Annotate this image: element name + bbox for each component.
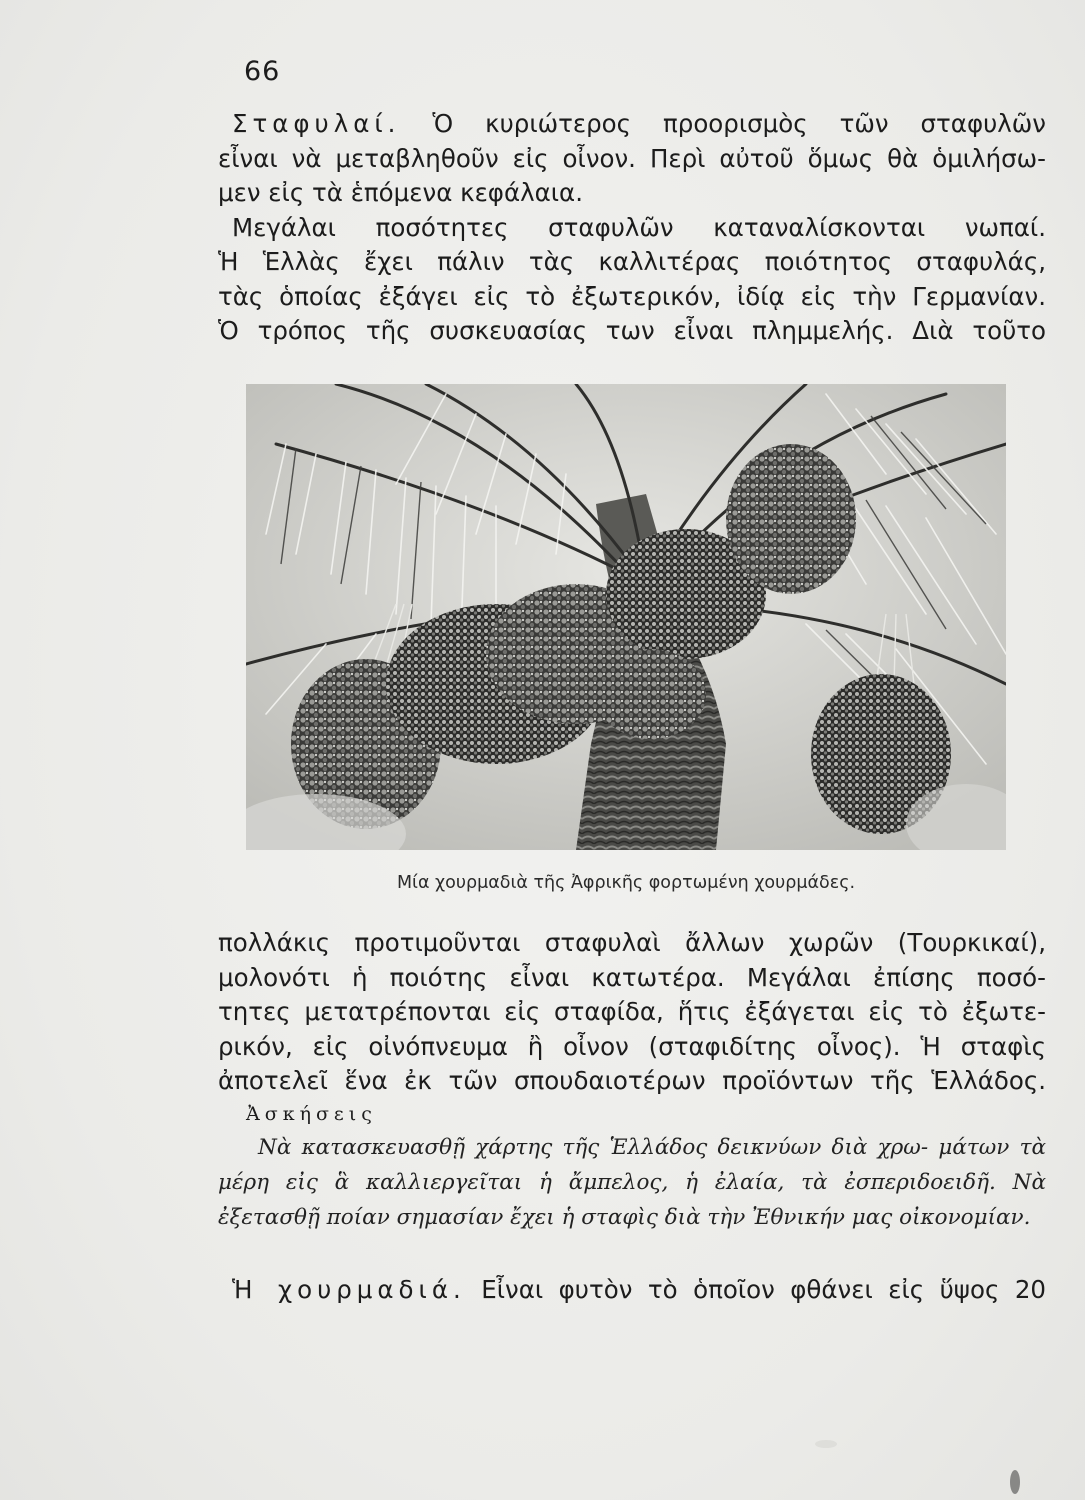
text-line: Εἶναι φυτὸν τὸ ὁποῖον φθάνει εἰς ὕψος 20 xyxy=(481,1275,1046,1304)
text-line: Ὁ τρόπος τῆς συσκευασίας των εἶναι πλημμελής. Διὰ τοῦτο xyxy=(218,316,1046,345)
date-palm-photo xyxy=(246,384,1006,850)
text-line: ἀποτελεῖ ἕνα ἐκ τῶν σπουδαιοτέρων προϊόντων τῆς Ἑλλάδος. xyxy=(218,1066,1046,1095)
paragraph-grapes-continued xyxy=(218,926,1046,1099)
text-line: εἶναι νὰ μεταβληθοῦν εἰς οἶνον. Περὶ αὐτοῦ ὅμως θὰ ὁμιλήσω- xyxy=(218,143,1046,173)
text-line: μεν εἰς τὰ ἑπόμενα κεφάλαια. xyxy=(218,178,583,207)
text-line: τητες μετατρέπονται εἰς σταφίδα, ἥτις ἐξάγεται εἰς τὸ ἐξωτε- xyxy=(218,997,1046,1026)
paper-mark xyxy=(1010,1470,1020,1494)
text-line: μολονότι ἡ ποιότης εἶναι κατωτέρα. Μεγάλαι ἐπίσης ποσό- xyxy=(218,962,1046,992)
paragraph-grapes xyxy=(218,107,1046,349)
text-line: πολλάκις προτιμοῦνται σταφυλαὶ ἄλλων χωρῶν (Τουρκικαί), xyxy=(218,928,1046,957)
text-line: ρικόν, εἰς οἰνόπνευμα ἢ οἶνον (σταφιδίτης οἶνος). Ἡ σταφὶς xyxy=(218,1031,1046,1061)
text-line: Σταφυλαί. Ὁ κυριώτερος προορισμὸς τῶν σταφυλῶν xyxy=(232,109,1046,138)
text-line: Ἡ Ἑλλὰς ἔχει πάλιν τὰς καλλιτέρας ποιότητος σταφυλάς, xyxy=(218,247,1046,276)
text-line: Μεγάλαι ποσότητες σταφυλῶν καταναλίσκονται νωπαί. xyxy=(232,212,1046,242)
section-heading-date-palm: Ἡ χουρμαδιά. xyxy=(232,1275,466,1304)
exercises-heading: Ἀσκήσεις xyxy=(246,1103,377,1125)
figure-caption: Μία χουρμαδιὰ τῆς Ἀφρικῆς φορτωμένη χουρμάδες. xyxy=(396,873,856,893)
section-heading-grapes: Σταφυλαί. xyxy=(232,109,401,138)
paragraph-date-palm xyxy=(218,1273,1046,1308)
paper-smudge xyxy=(815,1440,837,1448)
exercise-paragraph: Νὰ κατασκευασθῇ χάρτης τῆς Ἑλλάδος δεικνύων διὰ χρω- μάτων τὰ μέρη εἰς ἃ καλλιεργεῖται ἡ ἄμπελος, ἡ ἐλαία, τὰ ἐσπεριδοειδῆ. Νὰ ἐξετασθῇ ποίαν σημασίαν ἔχει ἡ σταφὶς διὰ τὴν Ἐθνικήν μας οἰκονομίαν. xyxy=(218,1135,1046,1230)
page-number: 66 xyxy=(244,56,281,87)
exercises-text xyxy=(218,1130,1046,1235)
text-line: τὰς ὁποίας ἐξάγει εἰς τὸ ἐξωτερικόν, ἰδίᾳ εἰς τὴν Γερμανίαν. xyxy=(218,281,1046,311)
